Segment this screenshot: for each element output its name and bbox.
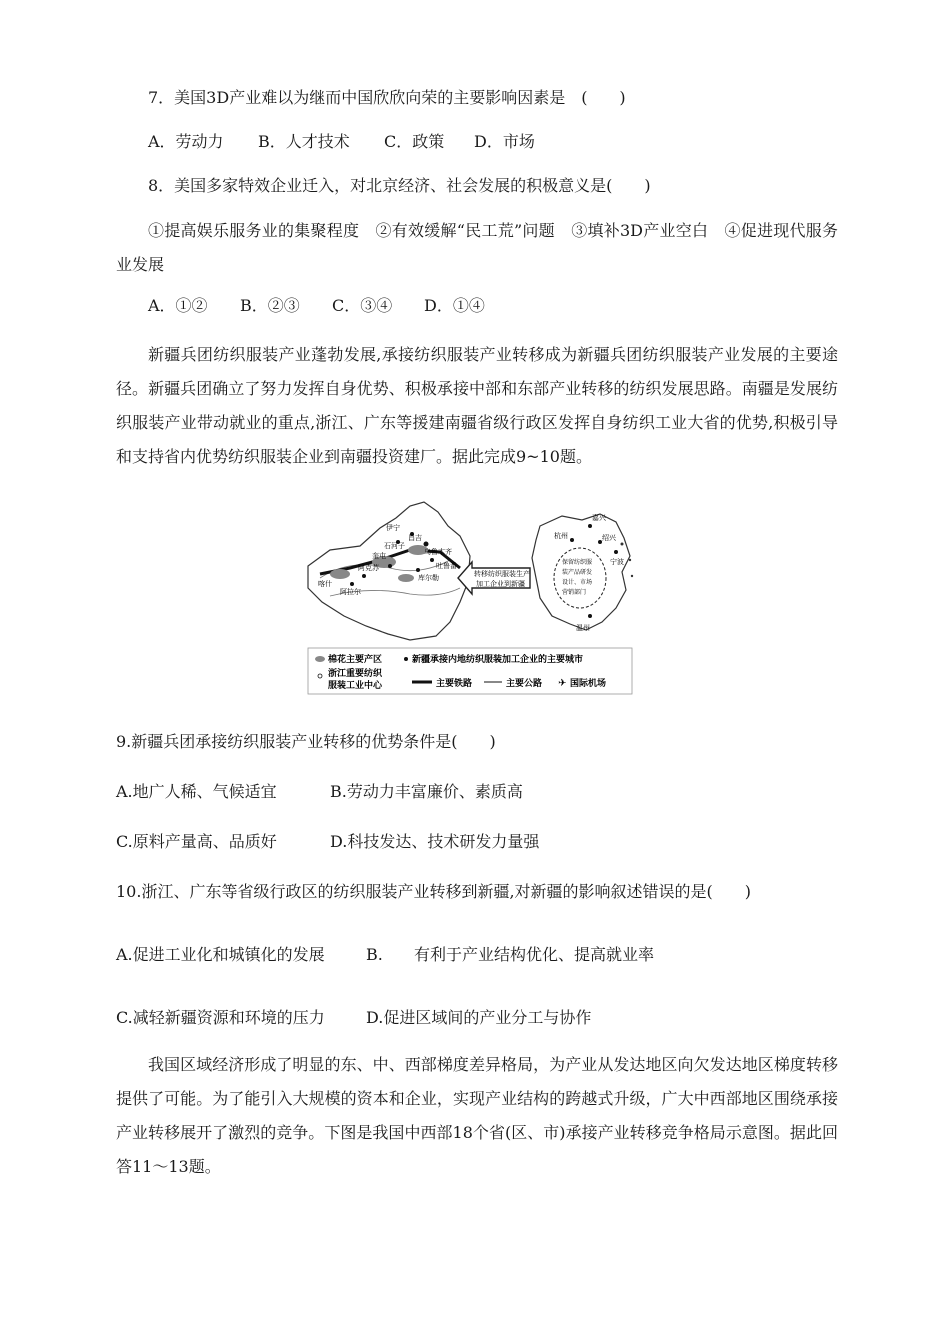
zj-center-label: 设计、市场 (562, 579, 593, 586)
passage-regional-transfer: 我国区域经济形成了明显的东、中、西部梯度差异格局，为产业从发达地区向欠发达地区梯度转移提供了可能。为了能引入大规模的资本和企业，实现产业结构的跨越式升级，广大中西部地区围绕承接产业转移展开了激烈的竞争。下图是我国中西部18个省(区、市)承接产业转移竞争格局示意图。据此回答11～13题。 (116, 1055, 838, 1176)
question-8-stem: 8．美国多家特效企业迁入，对北京经济、社会发展的积极意义是( ) (148, 176, 651, 195)
q7-option-a: A．劳动力 (148, 132, 224, 151)
q9-option-d: D.科技发达、技术研发力量强 (330, 832, 540, 851)
city-label: 伊宁 (386, 524, 400, 532)
q10-option-b: 有利于产业结构优化、提高就业率 (414, 945, 655, 964)
airport-icon: ✈ (558, 678, 567, 689)
q8-option-c: C．③④ (332, 296, 393, 315)
city-label: 阿拉尔 (340, 588, 361, 596)
legend-zj-center: 浙江重要纺织 (328, 669, 383, 679)
question-7-stem: 7．美国3D产业难以为继而中国欣欣向荣的主要影响因素是 ( ) (148, 88, 626, 107)
legend-zj-center-2: 服装工业中心 (328, 681, 383, 691)
city-label: 库尔勒 (418, 574, 439, 582)
q7-option-d: D．市场 (474, 132, 535, 151)
q10-option-a: A.促进工业化和城镇化的发展 (116, 945, 325, 964)
city-label: 阿克苏 (358, 564, 379, 572)
city-label: 昌吉 (408, 534, 422, 542)
q9-option-a: A.地广人稀、气候适宜 (116, 782, 277, 801)
q10-option-b-letter: B. (366, 945, 383, 964)
legend-airport: 国际机场 (570, 679, 607, 689)
zj-city-label: 宁波 (610, 558, 624, 566)
legend-cities: 新疆承接内地纺织服装加工企业的主要城市 (412, 655, 584, 665)
zj-city-label: 杭州 (554, 532, 568, 540)
city-label: 石河子 (384, 542, 405, 550)
q8-option-d: D．①④ (424, 296, 485, 315)
q7-option-c: C．政策 (384, 132, 445, 151)
q9-option-b: B.劳动力丰富廉价、素质高 (330, 782, 523, 801)
zj-center-label: 装产品研发 (562, 569, 593, 576)
q10-option-d: D.促进区域间的产业分工与协作 (366, 1008, 592, 1027)
zj-center-label: 保留纺织服 (562, 559, 593, 566)
zj-city-label: 嘉兴 (592, 514, 606, 522)
map-svg (300, 498, 640, 698)
city-label: 奎屯 (372, 552, 386, 560)
q10-option-c: C.减轻新疆资源和环境的压力 (116, 1008, 325, 1027)
q7-option-b: B．人才技术 (258, 132, 350, 151)
city-label: 吐鲁番 (436, 562, 457, 570)
transfer-arrow (458, 562, 530, 594)
legend-highway: 主要公路 (506, 679, 543, 689)
textile-transfer-map-figure (300, 498, 640, 698)
q8-option-b: B．②③ (240, 296, 300, 315)
arrow-label-line2: 加工企业到新疆 (476, 580, 525, 588)
q8-option-a: A．①② (148, 296, 208, 315)
question-9-stem: 9.新疆兵团承接纺织服装产业转移的优势条件是( ) (116, 732, 496, 751)
city-label: 喀什 (318, 580, 332, 588)
q8-statements: ①提高娱乐服务业的集聚程度 ②有效缓解“民工荒”问题 ③填补3D产业空白 ④促进现代服务业发展 (116, 221, 838, 274)
zj-city-label: 温州 (576, 624, 590, 632)
legend-cotton: 棉花主要产区 (328, 655, 383, 665)
q9-option-c: C.原料产量高、品质好 (116, 832, 277, 851)
city-label: 乌鲁木齐 (424, 548, 452, 556)
question-10-stem: 10.浙江、广东等省级行政区的纺织服装产业转移到新疆,对新疆的影响叙述错误的是( ) (116, 882, 752, 901)
zj-center-label: 营销部门 (562, 589, 587, 596)
arrow-label-line1: 转移纺织服装生产 (474, 570, 530, 578)
passage-xinjiang-textile: 新疆兵团纺织服装产业蓬勃发展,承接纺织服装产业转移成为新疆兵团纺织服装产业发展的主要途径。新疆兵团确立了努力发挥自身优势、积极承接中部和东部产业转移的纺织发展思路。南疆是发展纺织服装产业带动就业的重点,浙江、广东等援建南疆省级行政区发挥自身纺织工业大省的优势,积极引导和支持省内优势纺织服装企业到南疆投资建厂。据此完成9~10题。 (116, 345, 838, 466)
legend-railway: 主要铁路 (436, 679, 473, 689)
zj-city-label: 绍兴 (602, 534, 616, 542)
